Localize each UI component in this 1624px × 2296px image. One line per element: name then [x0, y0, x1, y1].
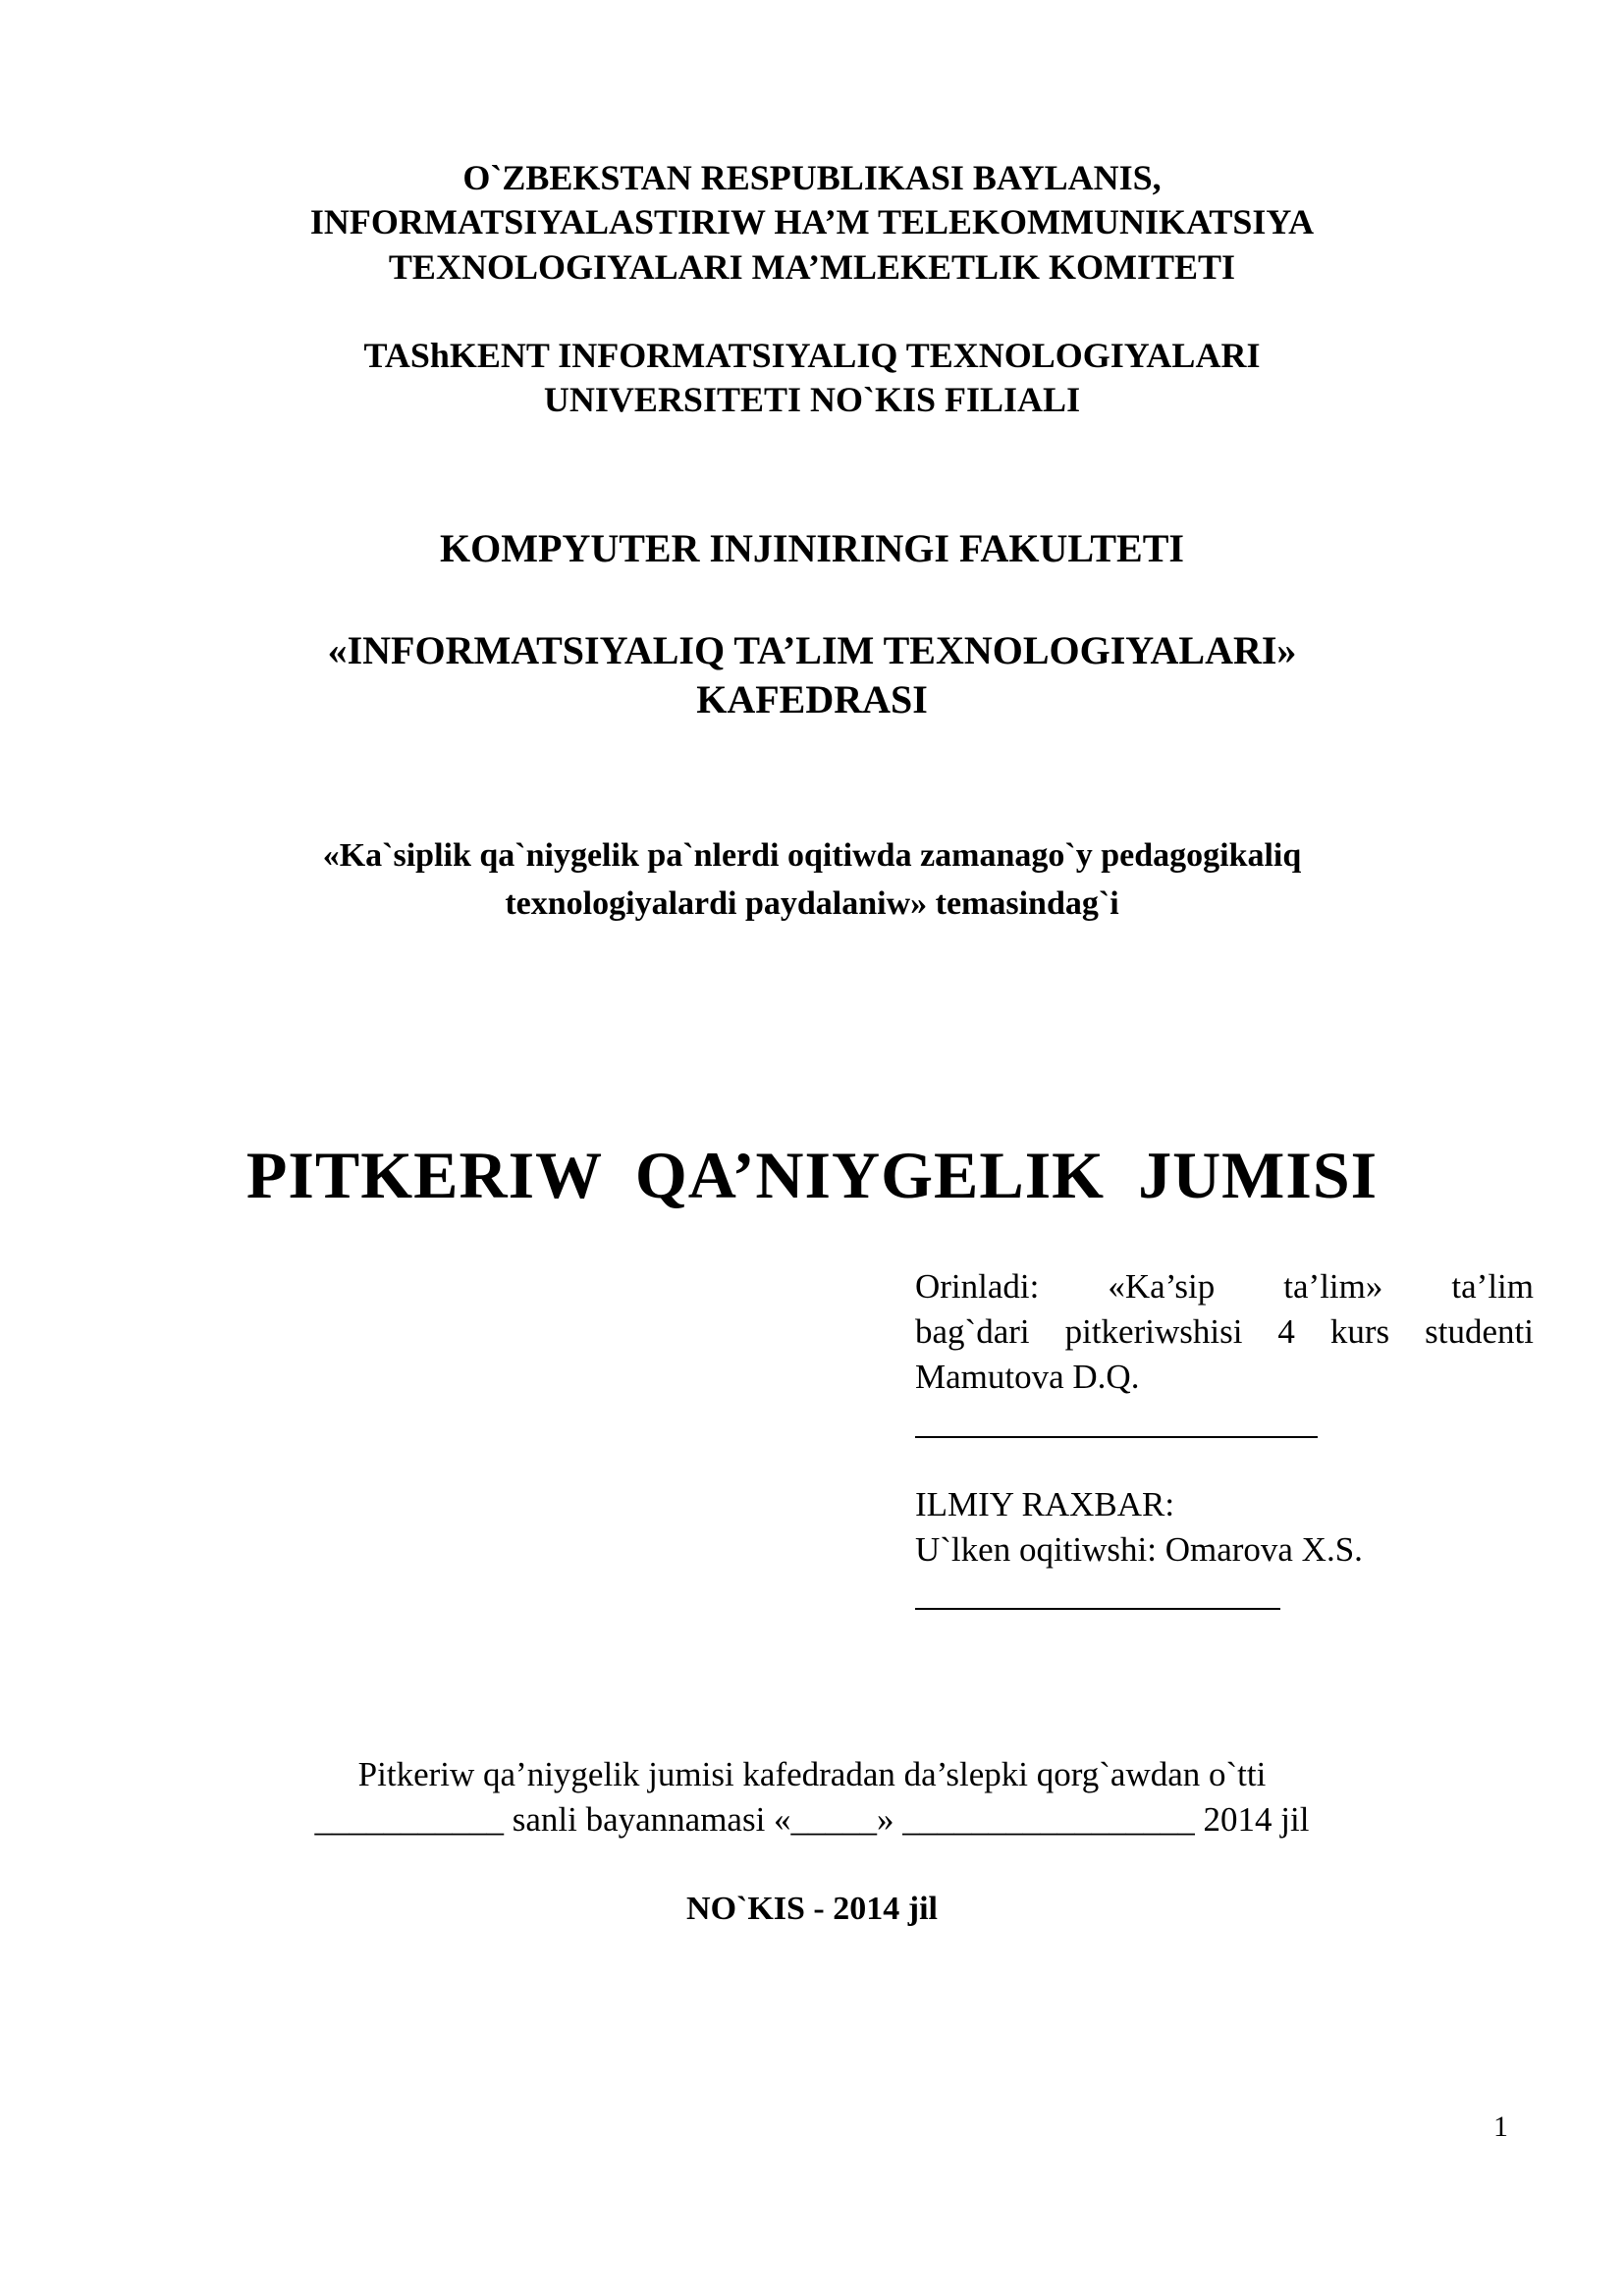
- university-line-2: UNIVERSITETI NO`KIS FILIALI: [543, 380, 1081, 419]
- ministry-line-1: O`ZBEKSTAN RESPUBLIKASI BAYLANIS,: [462, 158, 1162, 197]
- performer-signature-line: [915, 1436, 1318, 1438]
- faculty-name: KOMPYUTER INJINIRINGI FAKULTETI: [440, 526, 1184, 570]
- defense-note-line-1: Pitkeriw qa’niygelik jumisi kafedradan da’slepki qorg`awdan o`tti: [357, 1755, 1267, 1793]
- supervisor-name: U`lken oqitiwshi: Omarova X.S.: [915, 1530, 1363, 1569]
- theme-line-1: «Ka`siplik qa`niygelik pa`nlerdi oqitiwda zamanago`y pedagogikaliq: [322, 837, 1302, 874]
- defense-note-line-2: ___________ sanli bayannamasi «_____» _________________ 2014 jil: [314, 1800, 1310, 1839]
- theme-line-2: texnologiyalardi paydalaniw» temasindag`i: [505, 885, 1119, 922]
- department-line-2: KAFEDRASI: [696, 677, 928, 721]
- supervisor-label: ILMIY RAXBAR:: [915, 1485, 1175, 1523]
- performer-line-1: Orinladi: «Ka’sip ta’lim» ta’lim: [915, 1267, 1534, 1306]
- performer-line-2: bag`dari pitkeriwshisi 4 kurs studenti: [915, 1312, 1534, 1351]
- page-number: 1: [1493, 2110, 1508, 2143]
- supervisor-signature-line: [915, 1608, 1280, 1610]
- performer-name: Mamutova D.Q.: [915, 1358, 1140, 1396]
- ministry-line-3: TEXNOLOGIYALARI MA’MLEKETLIK KOMITETI: [388, 247, 1236, 287]
- university-line-1: TAShKENT INFORMATSIYALIQ TEXNOLOGIYALARI: [363, 336, 1261, 375]
- city-year: NO`KIS - 2014 jil: [686, 1891, 938, 1927]
- department-line-1: «INFORMATSIYALIQ TA’LIM TEXNOLOGIYALARI»: [327, 628, 1297, 672]
- document-title: PITKERIW QA’NIYGELIK JUMISI: [245, 1138, 1379, 1212]
- ministry-line-2: INFORMATSIYALASTIRIW HA’M TELEKOMMUNIKATSIYA: [309, 202, 1315, 241]
